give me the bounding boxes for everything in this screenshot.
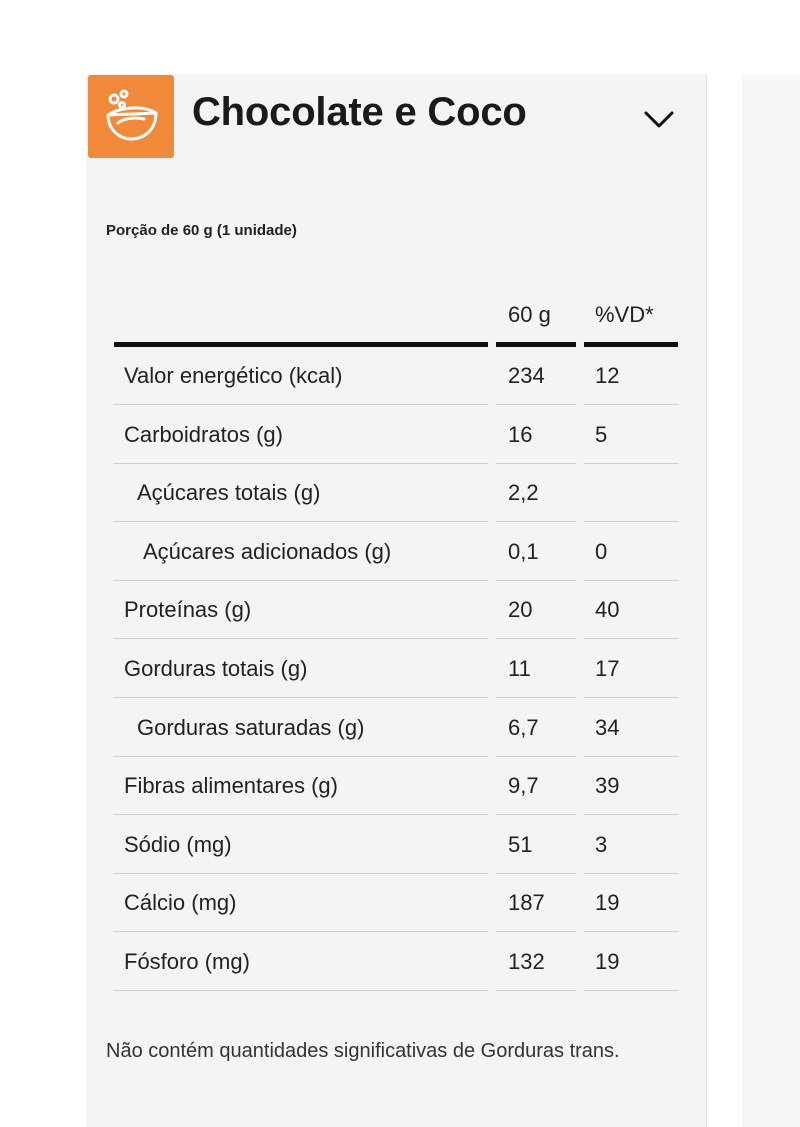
nutrient-daily-value: 40 [595,597,620,623]
nutrient-label: Cálcio (mg) [124,890,237,916]
nutrient-amount: 9,7 [508,773,539,799]
card-header[interactable] [86,74,706,160]
nutrient-label: Fósforo (mg) [124,949,250,974]
table-row [114,581,678,639]
nutrient-amount: 2,2 [508,480,539,506]
side-panel [742,74,800,1127]
table-row [114,523,678,581]
nutrient-amount: 132 [508,949,545,974]
nutrient-daily-value: 34 [595,714,620,740]
nutrient-daily-value: 3 [595,831,608,857]
table-row [114,874,678,932]
nutrition-card [86,74,707,1127]
nutrient-label: Sódio (mg) [124,831,232,857]
nutrient-label: Proteínas (g) [124,597,252,623]
nutrient-daily-value: 19 [595,890,620,916]
nutrient-label: Fibras alimentares (g) [124,773,338,799]
nutrient-daily-value: 12 [595,363,620,388]
column-header-dv: %VD* [595,302,654,327]
coconut-icon [88,75,174,158]
nutrient-amount: 11 [508,656,531,681]
column-header-amount: 60 g [508,302,551,327]
nutrient-amount: 20 [508,597,533,623]
nutrient-daily-value: 17 [595,656,620,681]
nutrient-amount: 187 [508,890,545,916]
nutrient-label: Gorduras saturadas (g) [137,714,365,740]
footnote: Não contém quantidades significativas de Gorduras trans. [106,1040,620,1062]
table-row [114,816,678,874]
product-title: Chocolate e Coco [192,90,527,134]
table-row [114,464,678,522]
chevron-down-icon[interactable] [642,104,676,134]
table-row [114,347,678,405]
nutrient-daily-value: 5 [595,421,608,447]
nutrient-label: Açúcares adicionados (g) [143,538,392,564]
table-row [114,933,678,991]
nutrient-daily-value: 19 [595,949,620,974]
nutrient-amount: 16 [508,421,533,447]
nutrient-label: Valor energético (kcal) [124,363,343,388]
table-row [114,757,678,815]
nutrient-daily-value: 0 [595,538,608,564]
nutrient-label: Carboidratos (g) [124,421,283,447]
nutrient-amount: 234 [508,363,545,388]
table-row [114,406,678,464]
nutrient-daily-value: 39 [595,773,620,799]
table-row [114,699,678,757]
nutrient-amount: 51 [508,831,533,857]
portion-label: Porção de 60 g (1 unidade) [106,222,297,239]
nutrient-amount: 0,1 [508,538,539,564]
table-row [114,640,678,698]
nutrient-label: Gorduras totais (g) [124,656,308,681]
nutrient-amount: 6,7 [508,714,539,740]
nutrient-label: Açúcares totais (g) [137,480,321,506]
